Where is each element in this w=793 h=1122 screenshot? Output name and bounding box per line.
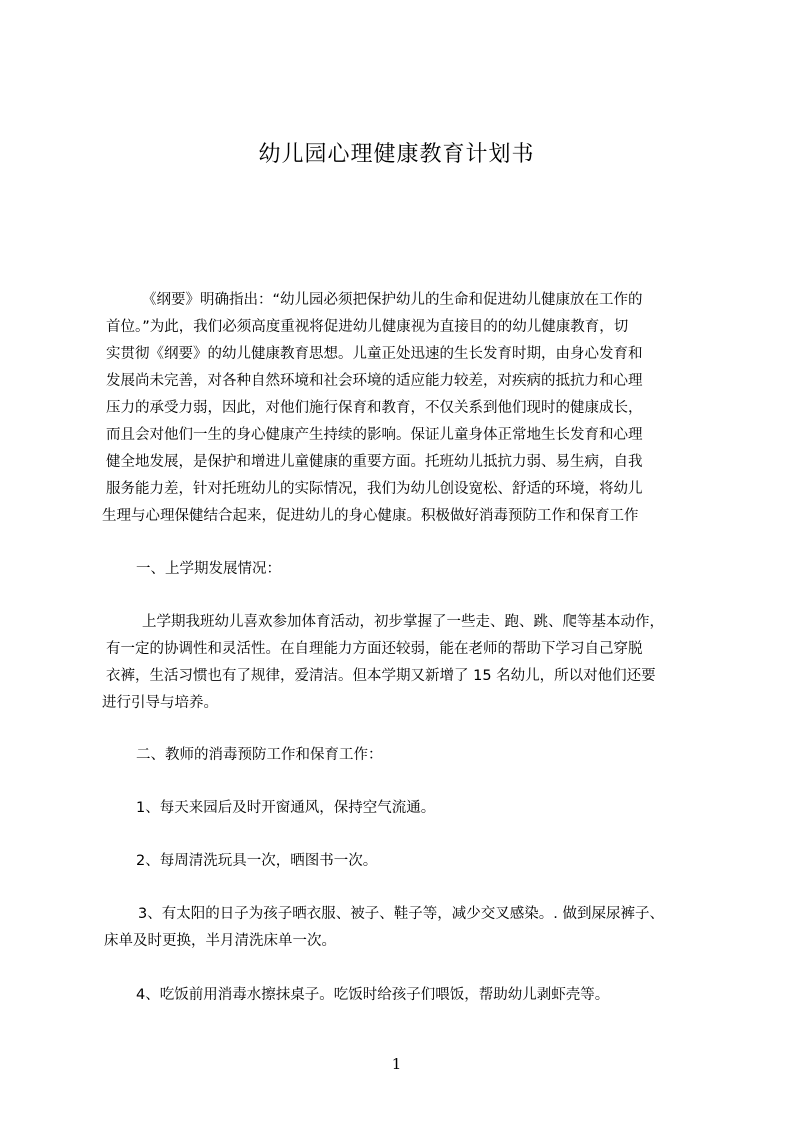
list-item-3: 3、有太阳的日子为孩子晒衣服、被子、鞋子等，减少交叉感染。. 做到屎尿裤子、: [138, 906, 664, 922]
previous-term-line: 有一定的协调性和灵活性。在自理能力方面还较弱，能在老师的帮助下学习自己穿脱: [106, 641, 643, 657]
intro-line: 服务能力差，针对托班幼儿的实际情况，我们为幼儿创设宽松、舒适的环境，将幼儿: [106, 481, 643, 497]
intro-line: 首位。”为此，我们必须高度重视将促进幼儿健康视为直接目的的幼儿健康教育，切: [106, 319, 629, 335]
page-number: 1: [391, 1055, 402, 1073]
intro-line: 发展尚未完善，对各种自然环境和社会环境的适应能力较差，对疾病的抵抗力和心理: [106, 373, 643, 389]
intro-line: 健全地发展，是保护和增进儿童健康的重要方面。托班幼儿抵抗力弱、易生病，自我: [106, 454, 643, 470]
previous-term-line: 进行引导与培养。: [102, 695, 218, 711]
section-heading-disinfection: 二、教师的消毒预防工作和保育工作：: [136, 747, 383, 763]
intro-line: 而且会对他们一生的身心健康产生持续的影响。保证儿童身体正常地生长发育和心理: [106, 427, 643, 443]
intro-line: 实贯彻《纲要》的幼儿健康教育思想。儿童正处迅速的生长发育时期，由身心发育和: [106, 346, 643, 362]
intro-line: 《纲要》明确指出：“幼儿园必须把保护幼儿的生命和促进幼儿健康放在工作的: [142, 292, 643, 308]
previous-term-line: 上学期我班幼儿喜欢参加体育活动，初步掌握了一些走、跑、跳、爬等基本动作，: [142, 614, 664, 630]
section-heading-previous-term: 一、上学期发展情况：: [136, 561, 281, 577]
document-title: 幼儿园心理健康教育计划书: [258, 142, 535, 167]
list-item-1: 1、每天来园后及时开窗通风，保持空气流通。: [136, 800, 436, 816]
intro-line: 压力的承受力弱，因此，对他们施行保育和教育，不仅关系到他们现时的健康成长，: [106, 400, 643, 416]
list-item-3-continued: 床单及时更换，半月清洗床单一次。: [104, 933, 336, 949]
list-item-4: 4、吃饭前用消毒水擦抹桌子。吃饭时给孩子们喂饭，帮助幼儿剥虾壳等。: [136, 987, 610, 1003]
intro-line: 生理与心理保健结合起来，促进幼儿的身心健康。积极做好消毒预防工作和保育工作: [102, 508, 639, 524]
list-item-2: 2、每周清洗玩具一次，晒图书一次。: [136, 853, 378, 869]
previous-term-line: 衣裤，生活习惯也有了规律，爱清洁。但本学期又新增了 15 名幼儿，所以对他们还要: [106, 668, 656, 684]
